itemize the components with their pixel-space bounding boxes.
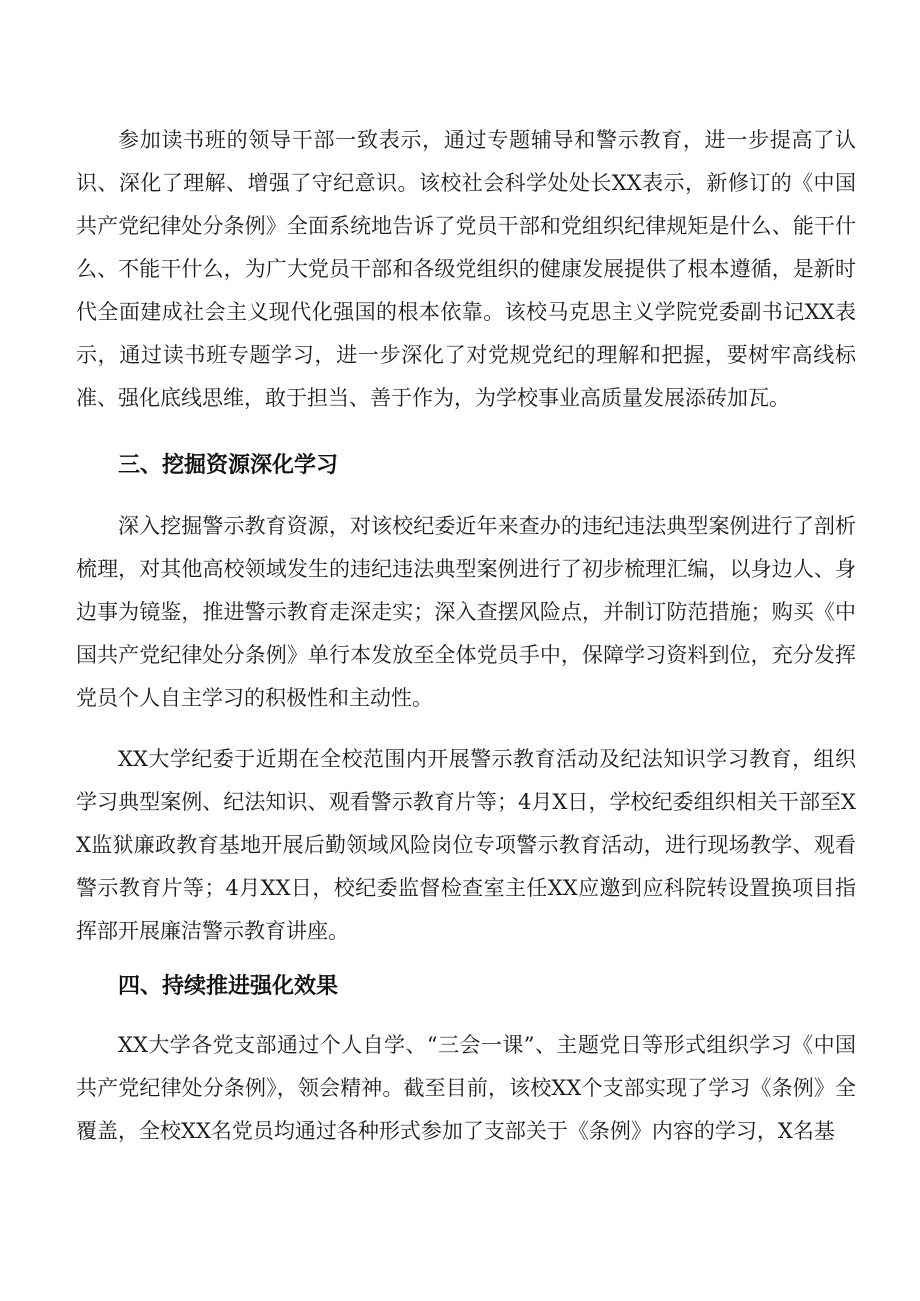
section-heading-three: 三、挖掘资源深化学习 [118, 453, 339, 478]
section-heading-four: 四、持续推进强化效果 [118, 974, 339, 999]
paragraph-warning-education-resources: 深入挖掘警示教育资源，对该校纪委近年来查办的违纪违法典型案例进行了剖析梳理，对其他高校领域发生的违纪违法典型案例进行了初步梳理汇编，以身边人、身边事为镜鉴，推进警示教育走深走实；深入查摆风险点，并制订防范措施；购买《中国共产党纪律处分条例》单行本发放至全体党员手中，保障学习资料到位，充分发挥党员个人自主学习的积极性和主动性。 [76, 514, 856, 710]
paragraph-reading-class-feedback: 参加读书班的领导干部一致表示，通过专题辅导和警示教育，进一步提高了认识、深化了理解、增强了守纪意识。该校社会科学处处长XX表示，新修订的《中国共产党纪律处分条例》全面系统地告诉了党员干部和党组织纪律规矩是什么、能干什么、不能干什么，为广大党员干部和各级党组织的健康发展提供了根本遵循，是新时代全面建成社会主义现代化强国的根本依靠。该校马克思主义学院党委副书记XX表示，通过读书班专题学习，进一步深化了对党规党纪的理解和把握，要树牢高线标准、强化底线思维，敢于担当、善于作为，为学校事业高质量发展添砖加瓦。 [76, 128, 856, 410]
paragraph-branch-study-coverage: XX大学各党支部通过个人自学、“三会一课”、主题党日等形式组织学习《中国共产党纪律处分条例》，领会精神。截至目前，该校XX个支部实现了学习《条例》全覆盖，全校XX名党员均通过各种形式参加了支部关于《条例》内容的学习，X名基 [76, 1033, 856, 1143]
paragraph-warning-education-activities: XX大学纪委于近期在全校范围内开展警示教育活动及纪法知识学习教育，组织学习典型案例、纪法知识、观看警示教育片等；4月X日，学校纪委组织相关干部至XX监狱廉政教育基地开展后勤领域风险岗位专项警示教育活动，进行现场教学、观看警示教育片等；4月XX日，校纪委监督检查室主任XX应邀到应科院转设置换项目指挥部开展廉洁警示教育讲座。 [76, 747, 856, 943]
